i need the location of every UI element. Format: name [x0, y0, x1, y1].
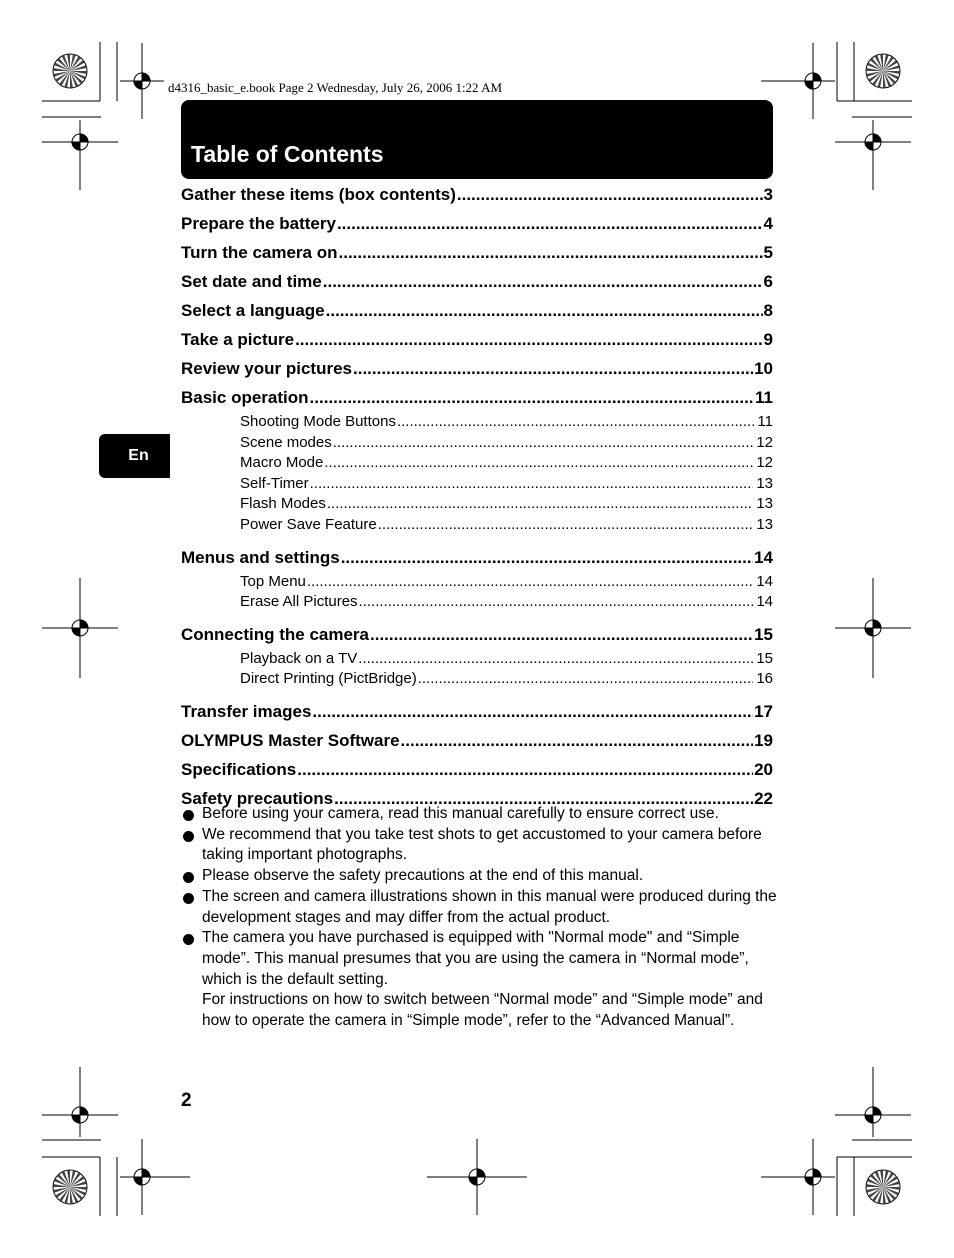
toc-subentry[interactable] [240, 669, 773, 690]
toc-subentry-label: Flash Modes [240, 495, 326, 513]
note-item [183, 887, 783, 928]
toc-subentry-page: 11 [757, 413, 773, 430]
toc-entry-label: Review your pictures [181, 359, 353, 378]
toc-subentry-page: 13 [756, 515, 773, 533]
toc-entry[interactable] [181, 325, 773, 354]
note-text: The screen and camera illustrations shown in this manual were produced during the development stages and may differ from the actual product. [202, 887, 777, 926]
toc-entry-label: Menus and settings [181, 547, 340, 567]
toc-entry-label: Safety precautions [181, 788, 334, 808]
toc-entry[interactable] [181, 543, 773, 572]
toc-subentry-label: Power Save Feature [240, 515, 377, 533]
dot-leader [327, 494, 753, 515]
toc-entry[interactable] [181, 620, 773, 649]
note-text: For instructions on how to switch between “Normal mode” and “Simple mode” and how to operate the camera in “Simple mode”, refer to the “Advanced Manual”. [202, 991, 763, 1030]
bullet-icon [183, 934, 194, 945]
toc-subentry[interactable] [240, 572, 773, 593]
toc-entry-label: Turn the camera on [181, 243, 338, 262]
toc-subentry-page: 13 [756, 495, 773, 513]
dot-leader [333, 433, 754, 454]
toc-subentry-page: 14 [756, 572, 773, 590]
note-text: We recommend that you take test shots to get accustomed to your camera before taking important photographs. [202, 825, 762, 864]
page-number: 2 [181, 1090, 192, 1111]
toc-entry-page: 17 [754, 701, 773, 721]
dot-leader [324, 453, 753, 474]
crosshair-mark-9 [120, 1139, 190, 1215]
toc-entry[interactable] [181, 238, 773, 267]
dot-leader [339, 238, 763, 267]
crosshair-mark-1 [120, 43, 164, 119]
note-item [183, 866, 783, 887]
toc-entry-page: 14 [754, 547, 773, 567]
dot-leader [370, 620, 753, 649]
toc-entry-label: Connecting the camera [181, 624, 369, 644]
toc-subentry[interactable] [240, 649, 773, 670]
file-header: d4316_basic_e.book Page 2 Wednesday, July 26, 2006 1:22 AM [168, 80, 503, 95]
toc-entry-label: Transfer images [181, 701, 312, 721]
toc-entry-page: 8 [763, 301, 773, 320]
bullet-icon [183, 893, 194, 904]
dot-leader [295, 325, 762, 354]
toc-subentry[interactable] [240, 433, 773, 454]
title-banner [181, 100, 773, 179]
toc-subentry-label: Top Menu [240, 572, 306, 590]
toc-entry-label: Basic operation [181, 388, 309, 407]
dot-leader [323, 267, 763, 296]
toc-entry-page: 3 [763, 185, 773, 204]
star-target-3 [53, 1170, 87, 1204]
note-item [183, 928, 783, 1032]
dot-leader [307, 572, 753, 593]
bullet-icon [183, 872, 194, 883]
toc-entry[interactable] [181, 180, 773, 209]
crosshair-mark-11 [761, 1139, 835, 1215]
toc-subentry-label: Erase All Pictures [240, 593, 358, 611]
bullet-icon [183, 831, 194, 842]
toc-subentry-label: Direct Printing (PictBridge) [240, 670, 417, 688]
toc-entry-page: 9 [763, 330, 773, 349]
note-text: The camera you have purchased is equipped with "Normal mode" and “Simple mode”. This manual presumes that you are using the camera in “Normal mode”, which is the default setting. [202, 929, 749, 988]
star-target-4 [866, 1170, 900, 1204]
note-text: Please observe the safety precautions at the end of this manual. [202, 867, 644, 885]
toc-entry-page: 11 [755, 388, 773, 407]
toc-entry[interactable] [181, 726, 773, 755]
toc-entry[interactable] [181, 755, 773, 784]
dot-leader [341, 543, 753, 572]
toc-entry[interactable] [181, 267, 773, 296]
bullet-icon [183, 810, 194, 821]
dot-leader [326, 296, 763, 325]
toc-subentry-page: 15 [756, 649, 773, 667]
star-target-2 [866, 54, 900, 88]
toc-subentry-label: Playback on a TV [240, 649, 358, 667]
toc-subentry-page: 16 [756, 670, 773, 688]
dot-leader [359, 592, 754, 613]
toc-entry-page: 15 [754, 624, 773, 644]
dot-leader [297, 755, 753, 784]
star-target-1 [53, 54, 87, 88]
toc-entry[interactable] [181, 296, 773, 325]
toc-entry[interactable] [181, 354, 773, 383]
toc-entry[interactable] [181, 383, 773, 412]
dot-leader [397, 412, 754, 433]
crosshair-mark-4 [835, 120, 911, 190]
dot-leader [353, 354, 753, 383]
toc-subentry[interactable] [240, 515, 773, 536]
toc-entry-label: Take a picture [181, 330, 295, 349]
dot-leader [312, 697, 753, 726]
note-text: Before using your camera, read this manual carefully to ensure correct use. [202, 805, 719, 822]
toc-subentry-page: 14 [756, 593, 773, 611]
toc-subentry[interactable] [240, 412, 773, 433]
toc-subentry-page: 12 [756, 454, 773, 472]
toc-subentry[interactable] [240, 494, 773, 515]
notes-list [183, 804, 783, 1032]
crosshair-mark-3 [42, 120, 118, 190]
toc-subentry-page: 13 [756, 474, 773, 492]
toc-entry-page: 6 [763, 272, 773, 291]
dot-leader [358, 649, 753, 670]
toc-subentry-label: Macro Mode [240, 454, 324, 472]
toc-entry-page: 10 [754, 359, 773, 378]
dot-leader [457, 180, 763, 209]
crosshair-mark-5 [42, 578, 118, 678]
toc-subentry[interactable] [240, 592, 773, 613]
toc-entry-label: Gather these items (box contents) [181, 185, 456, 204]
toc-subentry[interactable] [240, 474, 773, 495]
toc-entry-page: 19 [754, 730, 773, 750]
toc-entry-label: Set date and time [181, 272, 322, 291]
toc-entry-page: 5 [763, 243, 773, 262]
toc-subentry-label: Scene modes [240, 433, 332, 451]
toc-entry-page: 20 [754, 759, 773, 779]
toc-subentry-label: Shooting Mode Buttons [240, 413, 396, 430]
table-of-contents [181, 180, 773, 813]
toc-entry-label: Select a language [181, 301, 325, 320]
toc-subentry-label: Self-Timer [240, 474, 309, 492]
toc-entry[interactable] [181, 697, 773, 726]
dot-leader [378, 515, 754, 536]
dot-leader [337, 209, 763, 238]
toc-subentry-page: 12 [756, 433, 773, 451]
toc-entry-page: 22 [754, 788, 773, 808]
dot-leader [310, 474, 754, 495]
language-tab: En [99, 434, 170, 478]
toc-subentry[interactable] [240, 453, 773, 474]
dot-leader [310, 383, 754, 412]
dot-leader [401, 726, 754, 755]
toc-entry-label: OLYMPUS Master Software [181, 730, 400, 750]
crosshair-mark-7 [42, 1067, 118, 1137]
toc-entry[interactable] [181, 209, 773, 238]
toc-entry-label: Prepare the battery [181, 214, 336, 233]
toc-entry-page: 4 [763, 214, 773, 233]
note-item [183, 804, 783, 825]
toc-entry-label: Specifications [181, 759, 297, 779]
crosshair-mark-8 [835, 1067, 911, 1137]
dot-leader [418, 669, 754, 690]
crosshair-mark-10 [427, 1139, 527, 1215]
page-title: Table of Contents [191, 141, 384, 167]
crosshair-mark-6 [835, 578, 911, 678]
note-item [183, 825, 783, 866]
